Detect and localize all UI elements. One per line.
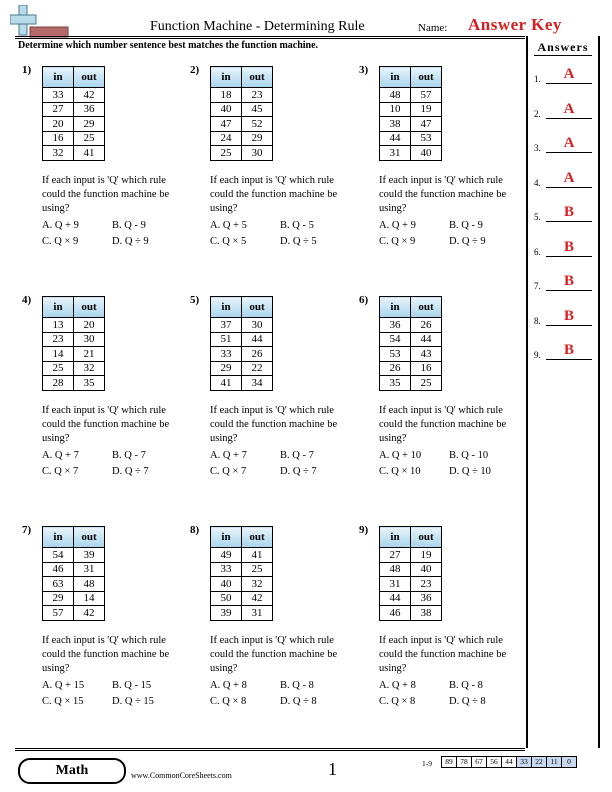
in-cell: 33 [211,347,242,362]
out-cell: 30 [74,332,105,347]
score-cell: 33 [517,756,532,768]
answers-title-underline [534,55,592,56]
table-row [43,361,105,376]
in-cell: 41 [211,376,242,391]
function-table [210,296,273,391]
in-header: in [43,527,74,548]
out-cell: 31 [242,606,273,621]
option-d: D. Q ÷ 8 [449,696,486,707]
answer-value: A [563,135,575,151]
table-row [43,131,105,146]
answer-options [42,448,192,480]
table-row [380,577,442,592]
out-cell: 53 [411,131,442,146]
answer-value: B [563,342,574,358]
out-cell: 52 [242,117,273,132]
table-row [211,318,273,333]
table-row [211,146,273,161]
answer-options [210,218,360,250]
option-a: A. Q + 7 [42,450,79,461]
option-c: C. Q × 10 [379,466,421,477]
problem-3 [359,64,519,284]
in-cell: 47 [211,117,242,132]
out-cell: 23 [411,577,442,592]
problem-number: 9) [359,524,369,536]
in-cell: 29 [43,591,74,606]
problem-number: 7) [22,524,32,536]
in-header: in [43,67,74,88]
out-cell: 19 [411,548,442,563]
question-text: If each input is 'Q' which rule could the function machine be using? [379,405,507,444]
in-cell: 31 [380,146,411,161]
function-table [210,526,273,621]
out-cell: 34 [242,376,273,391]
score-cell: 67 [472,756,487,768]
answer-number: 3. [534,143,541,153]
out-cell: 42 [74,606,105,621]
in-cell: 20 [43,117,74,132]
answer-row [534,239,594,259]
question-text: If each input is 'Q' which rule could the function machine be using? [42,175,170,214]
out-header: out [242,297,273,318]
problem-number: 2) [190,64,200,76]
page-number: 1 [328,759,337,779]
score-cell: 78 [457,756,472,768]
function-table [42,66,105,161]
table-row [380,332,442,347]
table-row [380,376,442,391]
answer-row [534,101,594,121]
in-cell: 35 [380,376,411,391]
question-text: If each input is 'Q' which rule could the function machine be using? [210,405,338,444]
out-header: out [411,297,442,318]
answer-options [210,678,360,710]
out-cell: 16 [411,361,442,376]
out-cell: 36 [74,102,105,117]
function-table [42,526,105,621]
score-range: 1-9 [422,759,432,768]
option-d: D. Q ÷ 5 [280,236,317,247]
answer-line [546,152,592,153]
out-cell: 29 [242,131,273,146]
out-header: out [74,67,105,88]
answer-number: 6. [534,246,541,257]
table-row [380,562,442,577]
score-cell: 56 [487,756,502,768]
in-cell: 16 [43,131,74,146]
in-cell: 40 [211,577,242,592]
score-cell: 22 [532,756,547,768]
in-cell: 38 [380,117,411,132]
option-d: D. Q ÷ 7 [280,466,317,477]
question-text: If each input is 'Q' which rule could the function machine be using? [379,635,507,674]
option-c: C. Q × 8 [210,696,247,707]
function-table [210,66,273,161]
question-text: If each input is 'Q' which rule could the function machine be using? [379,175,507,214]
in-cell: 24 [211,131,242,146]
option-b: B. Q - 10 [449,450,489,461]
answer-value: B [563,273,574,289]
in-cell: 10 [380,102,411,117]
table-row [380,361,442,376]
option-a: A. Q + 10 [379,450,422,461]
question-text: If each input is 'Q' which rule could the function machine be using? [42,635,170,674]
function-table [42,296,105,391]
option-b: B. Q - 9 [449,220,483,231]
option-c: C. Q × 9 [379,236,416,247]
table-row [380,146,442,161]
out-cell: 26 [411,318,442,333]
answer-line [546,83,592,84]
in-cell: 14 [43,347,74,362]
in-cell: 23 [43,332,74,347]
name-label: Name: [418,22,448,34]
answer-line [546,359,592,360]
in-cell: 28 [43,376,74,391]
in-cell: 13 [43,318,74,333]
in-cell: 54 [43,548,74,563]
option-c: C. Q × 5 [210,236,247,247]
answer-value: A [563,169,575,186]
table-row [211,332,273,347]
table-row [380,347,442,362]
option-a: A. Q + 8 [379,680,416,691]
answer-options [42,218,192,250]
problem-4 [22,294,182,514]
option-b: B. Q - 7 [112,450,146,461]
answer-value: B [563,238,574,255]
out-cell: 26 [242,347,273,362]
option-c: C. Q × 7 [210,466,247,477]
option-a: A. Q + 9 [379,220,416,231]
in-cell: 54 [380,332,411,347]
table-row [43,347,105,362]
option-b: B. Q - 15 [112,680,152,691]
answer-number: 8. [534,315,541,326]
in-cell: 63 [43,577,74,592]
answer-options [210,448,360,480]
out-cell: 19 [411,102,442,117]
option-a: A. Q + 7 [210,450,247,461]
table-row [211,577,273,592]
answer-line [546,187,592,188]
option-b: B. Q - 8 [280,680,314,691]
score-cell: 0 [562,756,577,768]
in-cell: 57 [43,606,74,621]
option-a: A. Q + 9 [42,220,79,231]
option-c: C. Q × 15 [42,696,84,707]
in-cell: 31 [380,577,411,592]
answer-row [534,308,594,328]
table-row [380,131,442,146]
answer-line [546,325,592,326]
table-row [43,606,105,621]
answer-number: 9. [534,350,541,360]
out-header: out [411,527,442,548]
out-cell: 29 [74,117,105,132]
in-cell: 48 [380,88,411,103]
option-a: A. Q + 15 [42,680,85,691]
problem-number: 5) [190,294,200,306]
in-cell: 32 [43,146,74,161]
table-row [211,606,273,621]
out-cell: 32 [74,361,105,376]
answer-row [534,135,594,155]
answer-line [546,118,592,119]
option-c: C. Q × 8 [379,696,416,707]
problem-9 [359,524,519,744]
score-cell: 11 [547,756,562,768]
table-row [211,117,273,132]
table-row [211,548,273,563]
out-header: out [74,297,105,318]
in-cell: 36 [380,318,411,333]
answer-row [534,273,594,293]
in-cell: 39 [211,606,242,621]
out-header: out [242,67,273,88]
problem-5 [190,294,350,514]
problem-2 [190,64,350,284]
in-cell: 29 [211,361,242,376]
out-cell: 22 [242,361,273,376]
answer-number: 2. [534,108,541,119]
table-row [380,318,442,333]
table-row [380,117,442,132]
out-cell: 25 [411,376,442,391]
out-cell: 21 [74,347,105,362]
table-row [380,606,442,621]
problem-number: 8) [190,524,200,536]
table-row [43,318,105,333]
out-cell: 32 [242,577,273,592]
table-row [211,376,273,391]
answers-title: Answers [537,40,589,54]
answer-row [534,170,594,190]
question-text: If each input is 'Q' which rule could the function machine be using? [42,405,170,444]
out-cell: 40 [411,562,442,577]
in-cell: 25 [43,361,74,376]
score-table [441,756,577,768]
footer-rule [15,748,525,749]
option-a: A. Q + 5 [210,220,247,231]
option-c: C. Q × 7 [42,466,79,477]
in-header: in [211,67,242,88]
function-table [379,66,442,161]
subject-badge: Math [18,758,126,784]
answer-line [546,290,592,291]
problem-number: 1) [22,64,32,76]
in-cell: 48 [380,562,411,577]
in-cell: 37 [211,318,242,333]
out-cell: 41 [242,548,273,563]
out-cell: 44 [411,332,442,347]
answer-value: A [563,100,575,117]
table-row [380,102,442,117]
out-header: out [74,527,105,548]
problem-number: 6) [359,294,369,306]
footer-rule [15,750,525,751]
table-row [43,591,105,606]
in-header: in [380,67,411,88]
problem-number: 4) [22,294,32,306]
answer-row [534,342,594,362]
option-b: B. Q - 8 [449,680,483,691]
out-cell: 38 [411,606,442,621]
out-cell: 47 [411,117,442,132]
table-row [43,376,105,391]
out-cell: 20 [74,318,105,333]
in-cell: 53 [380,347,411,362]
in-cell: 44 [380,131,411,146]
score-cell: 44 [502,756,517,768]
in-cell: 44 [380,591,411,606]
table-row [43,117,105,132]
plus-logo-icon [10,5,70,39]
answers-panel [526,36,600,748]
answer-value: B [563,204,574,220]
answer-number: 4. [534,177,541,188]
out-cell: 43 [411,347,442,362]
header-rule [15,36,525,37]
out-cell: 30 [242,146,273,161]
header-rule [15,38,525,39]
table-row [211,591,273,606]
in-header: in [211,297,242,318]
answer-row [534,66,594,86]
answer-options [379,678,529,710]
in-cell: 51 [211,332,242,347]
out-cell: 40 [411,146,442,161]
in-cell: 18 [211,88,242,103]
out-cell: 31 [74,562,105,577]
in-cell: 33 [211,562,242,577]
option-d: D. Q ÷ 15 [112,696,154,707]
answer-number: 5. [534,212,541,222]
out-cell: 36 [411,591,442,606]
table-row [43,88,105,103]
problem-7 [22,524,182,744]
out-cell: 41 [74,146,105,161]
table-row [380,548,442,563]
option-d: D. Q ÷ 9 [449,236,486,247]
table-row [43,102,105,117]
in-cell: 46 [380,606,411,621]
out-cell: 14 [74,591,105,606]
table-row [211,361,273,376]
option-b: B. Q - 7 [280,450,314,461]
option-a: A. Q + 8 [210,680,247,691]
option-b: B. Q - 9 [112,220,146,231]
in-header: in [211,527,242,548]
table-row [43,577,105,592]
in-cell: 26 [380,361,411,376]
answer-options [379,448,529,480]
table-row [380,591,442,606]
answer-number: 1. [534,74,541,84]
in-cell: 46 [43,562,74,577]
table-row [43,332,105,347]
out-cell: 57 [411,88,442,103]
table-row [211,88,273,103]
function-table [379,526,442,621]
answer-key-label: Answer Key [468,15,562,34]
out-cell: 30 [242,318,273,333]
option-c: C. Q × 9 [42,236,79,247]
out-cell: 44 [242,332,273,347]
out-cell: 23 [242,88,273,103]
in-cell: 40 [211,102,242,117]
problem-6 [359,294,519,514]
out-cell: 42 [74,88,105,103]
in-cell: 27 [380,548,411,563]
option-d: D. Q ÷ 9 [112,236,149,247]
table-row [43,548,105,563]
answer-line [546,256,592,257]
table-row [211,131,273,146]
function-table [379,296,442,391]
answer-row [534,204,594,224]
problem-8 [190,524,350,744]
answer-value: A [563,66,575,82]
answer-number: 7. [534,281,541,291]
option-d: D. Q ÷ 8 [280,696,317,707]
table-row [43,562,105,577]
in-header: in [380,297,411,318]
out-cell: 25 [242,562,273,577]
in-cell: 27 [43,102,74,117]
table-row [380,88,442,103]
question-text: If each input is 'Q' which rule could the function machine be using? [210,635,338,674]
out-cell: 39 [74,548,105,563]
answer-options [42,678,192,710]
answer-value: B [563,307,574,324]
in-cell: 25 [211,146,242,161]
in-header: in [380,527,411,548]
table-row [211,347,273,362]
out-cell: 35 [74,376,105,391]
page-title: Function Machine - Determining Rule [150,19,365,34]
table-row [211,102,273,117]
out-cell: 48 [74,577,105,592]
option-d: D. Q ÷ 7 [112,466,149,477]
in-cell: 50 [211,591,242,606]
site-url: www.CommonCoreSheets.com [131,771,232,780]
answer-options [379,218,529,250]
option-d: D. Q ÷ 10 [449,466,491,477]
instruction-text: Determine which number sentence best matches the function machine. [18,40,319,51]
in-header: in [43,297,74,318]
out-cell: 42 [242,591,273,606]
problem-1 [22,64,182,284]
in-cell: 49 [211,548,242,563]
in-cell: 33 [43,88,74,103]
answer-line [546,221,592,222]
option-b: B. Q - 5 [280,220,314,231]
table-row [211,562,273,577]
table-row [43,146,105,161]
out-header: out [411,67,442,88]
out-header: out [242,527,273,548]
score-cell: 89 [441,756,457,768]
out-cell: 25 [74,131,105,146]
problem-number: 3) [359,64,369,76]
out-cell: 45 [242,102,273,117]
question-text: If each input is 'Q' which rule could the function machine be using? [210,175,338,214]
